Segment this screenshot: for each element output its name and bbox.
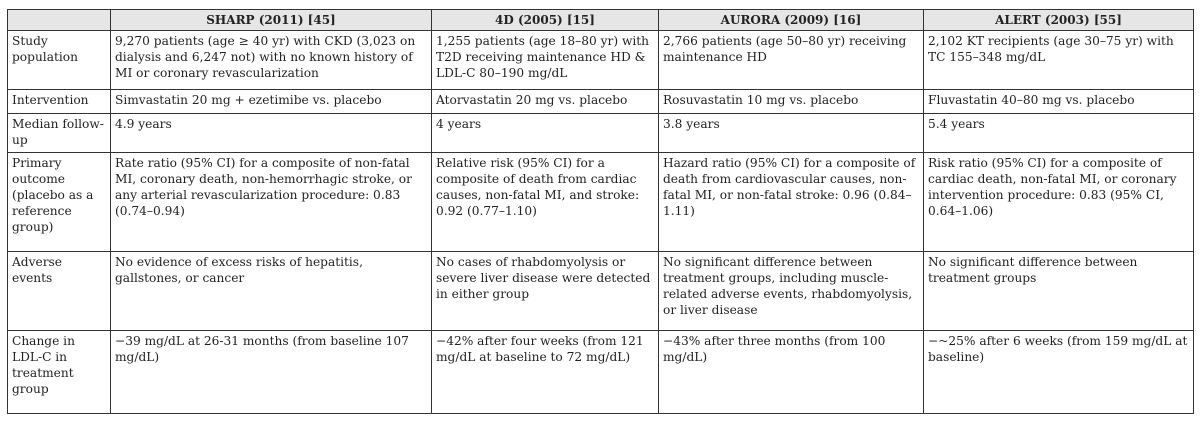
table-cell: Risk ratio (95% CI) for a composite of cardiac death, non-fatal MI, or coronary intervention procedure: 0.83 (95% CI, 0.64–1.06) xyxy=(924,153,1194,252)
header-cell-empty xyxy=(8,10,111,31)
row-label-adverse-events: Adverse events xyxy=(8,252,111,331)
table-row xyxy=(8,90,1194,114)
table-row xyxy=(8,31,1194,90)
table-cell: 5.4 years xyxy=(924,114,1194,153)
header-cell-alert: ALERT (2003) [55] xyxy=(924,10,1194,31)
header-row xyxy=(8,10,1194,31)
table-cell: 4 years xyxy=(432,114,659,153)
row-label-change-in-ldl-c: Change in LDL-C in treatment group xyxy=(8,331,111,414)
table-cell: Rate ratio (95% CI) for a composite of non-fatal MI, coronary death, non-hemorrhagic stroke, or any arterial revascularization procedure: 0.83 (0.74–0.94) xyxy=(111,153,432,252)
row-label-study-population: Study population xyxy=(8,31,111,90)
table-row xyxy=(8,153,1194,252)
table-row xyxy=(8,252,1194,331)
header-cell-aurora: AURORA (2009) [16] xyxy=(659,10,924,31)
row-label-intervention: Intervention xyxy=(8,90,111,114)
table-cell: −39 mg/dL at 26-31 months (from baseline 107 mg/dL) xyxy=(111,331,432,414)
header-cell-sharp: SHARP (2011) [45] xyxy=(111,10,432,31)
table-cell: Atorvastatin 20 mg vs. placebo xyxy=(432,90,659,114)
table-cell: 4.9 years xyxy=(111,114,432,153)
table-cell: No cases of rhabdomyolysis or severe liver disease were detected in either group xyxy=(432,252,659,331)
table-cell: 2,102 KT recipients (age 30–75 yr) with TC 155–348 mg/dL xyxy=(924,31,1194,90)
table-cell: No significant difference between treatment groups, including muscle-related adverse events, rhabdomyolysis, or liver disease xyxy=(659,252,924,331)
row-label-median-follow-up: Median follow-up xyxy=(8,114,111,153)
table-cell: Hazard ratio (95% CI) for a composite of death from cardiovascular causes, non-fatal MI, or non-fatal stroke: 0.96 (0.84–1.11) xyxy=(659,153,924,252)
row-label-primary-outcome: Primary outcome (placebo as a reference group) xyxy=(8,153,111,252)
table-cell: 9,270 patients (age ≥ 40 yr) with CKD (3,023 on dialysis and 6,247 not) with no known history of MI or coronary revascularization xyxy=(111,31,432,90)
table-row xyxy=(8,114,1194,153)
table-row xyxy=(8,331,1194,414)
table-cell: 3.8 years xyxy=(659,114,924,153)
table-cell: −~25% after 6 weeks (from 159 mg/dL at baseline) xyxy=(924,331,1194,414)
table-cell: No evidence of excess risks of hepatitis, gallstones, or cancer xyxy=(111,252,432,331)
table-cell: −43% after three months (from 100 mg/dL) xyxy=(659,331,924,414)
table-cell: Rosuvastatin 10 mg vs. placebo xyxy=(659,90,924,114)
table-cell: 2,766 patients (age 50–80 yr) receiving maintenance HD xyxy=(659,31,924,90)
trials-comparison-table xyxy=(7,9,1194,414)
table-cell: Simvastatin 20 mg + ezetimibe vs. placebo xyxy=(111,90,432,114)
table-cell: Relative risk (95% CI) for a composite of death from cardiac causes, non-fatal MI, and stroke: 0.92 (0.77–1.10) xyxy=(432,153,659,252)
header-cell-4d: 4D (2005) [15] xyxy=(432,10,659,31)
table-cell: 1,255 patients (age 18–80 yr) with T2D receiving maintenance HD & LDL-C 80–190 mg/dL xyxy=(432,31,659,90)
table-cell: No significant difference between treatment groups xyxy=(924,252,1194,331)
table-cell: −42% after four weeks (from 121 mg/dL at baseline to 72 mg/dL) xyxy=(432,331,659,414)
table-cell: Fluvastatin 40–80 mg vs. placebo xyxy=(924,90,1194,114)
